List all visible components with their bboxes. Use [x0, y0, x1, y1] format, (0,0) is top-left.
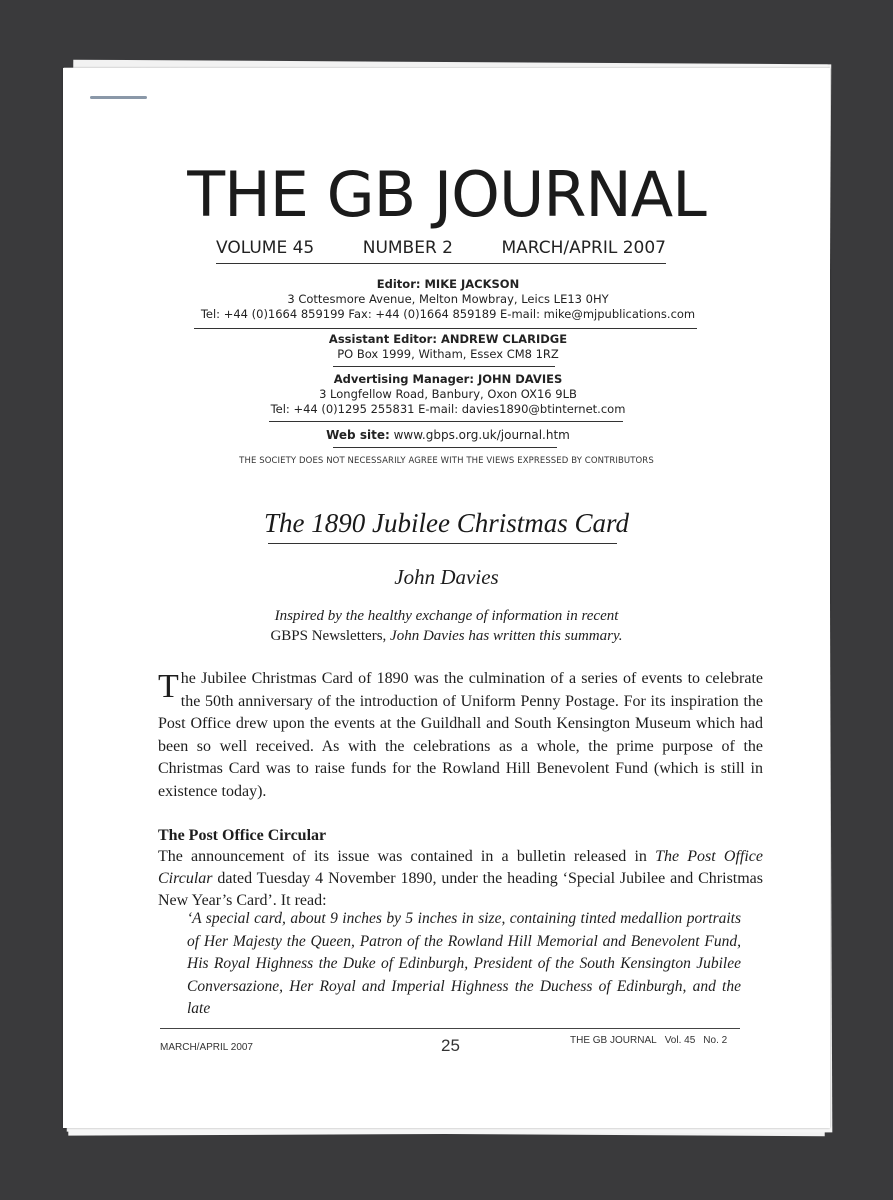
footer-title: THE GB JOURNAL: [570, 1035, 657, 1046]
issue-date: MARCH/APRIL 2007: [501, 238, 666, 258]
page-number: 25: [441, 1036, 460, 1055]
disclaimer: THE SOCIETY DOES NOT NECESSARILY AGREE WITH THE VIEWS EXPRESSED BY CONTRIBUTORS: [239, 456, 654, 466]
editor-block: [163, 277, 733, 322]
website-block: [263, 428, 633, 443]
divider: [333, 447, 557, 448]
journal-page: [63, 68, 830, 1128]
divider: [194, 328, 697, 329]
editor-contact: Tel: +44 (0)1664 859199 Fax: +44 (0)1664 859189 E-mail: mike@mjpublications.com: [200, 307, 696, 321]
footer-number: No. 2: [703, 1035, 728, 1046]
number-label: NUMBER 2: [362, 238, 453, 258]
divider: [333, 366, 555, 367]
paragraph-text: he Jubilee Christmas Card of 1890 was the culmination of a series of events to celebrate the 50th anniversary of the introduction of Uniform Penny Postage. For its inspiration the Post Office drew upon the events at the Guildhall and South Kensington Museum which had been so well received. As with the celebrations as a whole, the prime purpose of the Christmas Card was to raise funds for the Rowland Hill Benevolent Fund (which is still in existence today).: [158, 670, 763, 800]
staple-mark: [90, 96, 147, 99]
journal-masthead: THE GB JOURNAL: [187, 158, 706, 231]
drop-cap: T: [158, 668, 179, 705]
footer-volume: Vol. 45: [664, 1035, 696, 1046]
divider: [269, 421, 623, 422]
advertising-contact: Tel: +44 (0)1295 255831 E-mail: davies1890@btinternet.com: [270, 402, 626, 416]
article-author: John Davies: [394, 565, 499, 589]
assistant-editor-block: [263, 332, 633, 362]
advertising-head: Advertising Manager: JOHN DAVIES: [333, 372, 563, 386]
volume-label: VOLUME 45: [216, 238, 315, 258]
footer-journal: [570, 1035, 727, 1046]
title-underline: [268, 543, 617, 544]
editor-head: Editor: MIKE JACKSON: [376, 277, 520, 291]
advertising-block: [213, 372, 683, 417]
article-paragraph: [158, 668, 763, 804]
assistant-editor-head: Assistant Editor: ANDREW CLARIDGE: [328, 332, 568, 346]
intro-line-2b: John Davies has written this summary.: [390, 628, 623, 644]
issue-line: [216, 238, 666, 264]
publication-name: The Post Office Circular: [158, 848, 764, 887]
footer-date: MARCH/APRIL 2007: [160, 1042, 253, 1053]
section-heading: The Post Office Circular: [158, 827, 327, 844]
paragraph-text: dated Tuesday 4 November 1890, under the heading ‘Special Jubilee and Christmas New Year’s Card’. It read:: [158, 870, 764, 909]
intro-line-1: Inspired by the healthy exchange of information in recent: [274, 608, 619, 624]
article-paragraph: [158, 846, 763, 912]
advertising-address: 3 Longfellow Road, Banbury, Oxon OX16 9LB: [319, 387, 577, 401]
website-label: Web site:: [326, 428, 390, 442]
paragraph-text: The announcement of its issue was contained in a bulletin released in: [158, 848, 647, 865]
intro-line-2a: GBPS Newsletters,: [270, 628, 387, 644]
article-intro: [63, 606, 830, 646]
website-url: www.gbps.org.uk/journal.htm: [393, 428, 570, 442]
assistant-editor-address: PO Box 1999, Witham, Essex CM8 1RZ: [337, 347, 559, 361]
article-title: The 1890 Jubilee Christmas Card: [263, 508, 629, 538]
editor-address: 3 Cottesmore Avenue, Melton Mowbray, Leics LE13 0HY: [287, 292, 609, 306]
quoted-text: ‘A special card, about 9 inches by 5 inches in size, containing tinted medallion portraits of Her Majesty the Queen, Patron of the Rowland Hill Memorial and Benevolent Fund, His Royal Highness the Duke of Edinburgh, President of the South Kensington Jubilee Conversazione, Her Royal and Imperial Highness the Duchess of Edinburgh, and the late: [187, 910, 741, 1017]
footer-divider: [160, 1028, 740, 1029]
